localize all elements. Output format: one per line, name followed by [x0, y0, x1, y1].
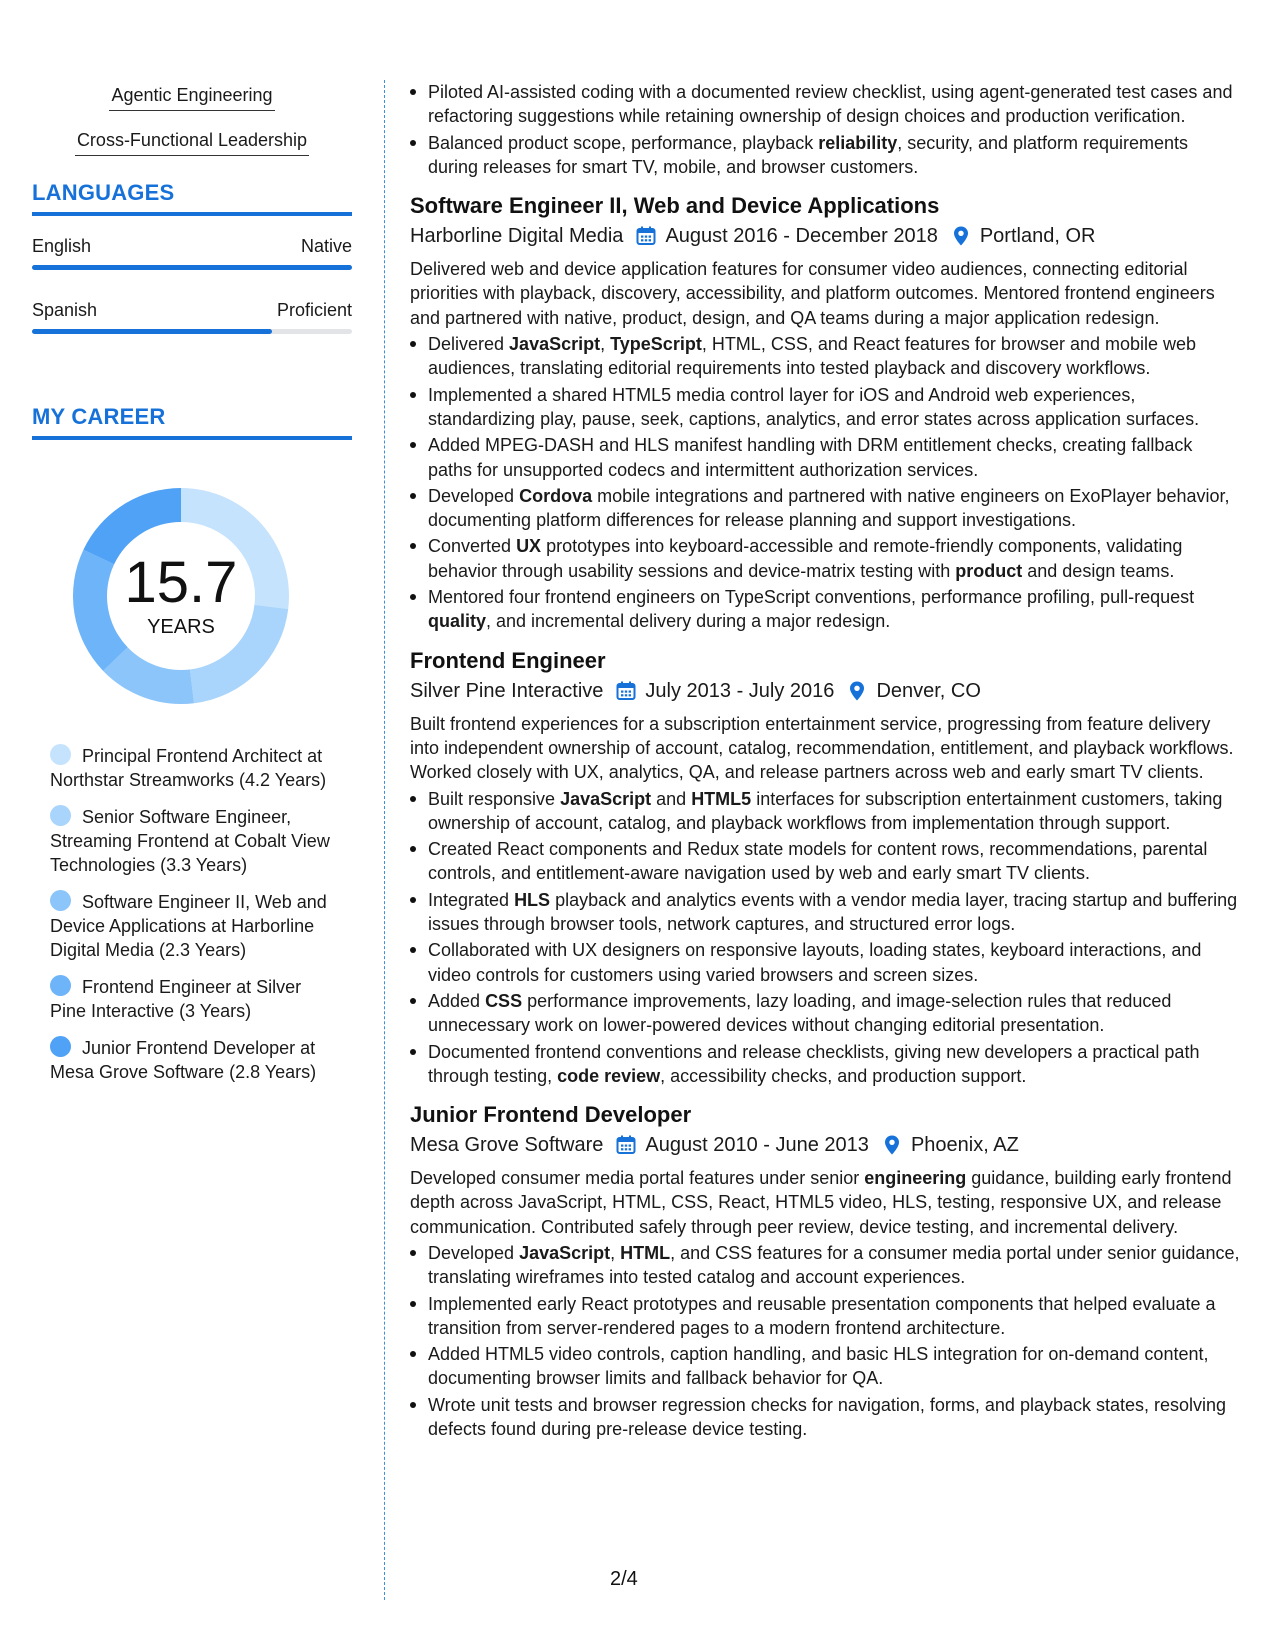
job-entry — [410, 1100, 1240, 1441]
job-title: Junior Frontend Developer — [410, 1102, 692, 1128]
legend-dot-icon — [50, 744, 71, 765]
sidebar — [32, 82, 352, 1097]
career-heading: MY CAREER — [32, 404, 352, 440]
career-legend — [32, 744, 352, 1084]
bullet-item: Added HTML5 video controls, caption handling, and basic HLS integration for on-demand content, documenting browser limits and fallback behavior for QA. — [410, 1342, 1240, 1391]
job-meta — [410, 676, 1240, 706]
language-proficiency-fill — [32, 265, 352, 270]
career-donut-chart — [67, 482, 295, 710]
language-proficiency-bar — [32, 265, 352, 270]
job-location: Denver, CO — [876, 679, 981, 702]
legend-dot-icon — [50, 975, 71, 996]
location-pin-icon — [846, 680, 868, 702]
job-dates: July 2013 - July 2016 — [645, 679, 835, 702]
company-name: Silver Pine Interactive — [410, 679, 604, 702]
skill-tag: Cross-Functional Leadership — [32, 127, 352, 172]
language-proficiency-fill — [32, 329, 272, 334]
language-item — [32, 300, 352, 334]
calendar-icon — [615, 680, 637, 702]
language-item — [32, 236, 352, 270]
bullet-item: Wrote unit tests and browser regression checks for navigation, forms, and playback states, resolving defects found during pre-release device testing. — [410, 1393, 1240, 1442]
job-summary: Developed consumer media portal features under senior engineering guidance, building early frontend depth across JavaScript, HTML, CSS, React, HTML5 video, HLS, testing, responsive UX, and release communication. Contributed safely through peer review, device testing, and incremental delivery. — [410, 1168, 1232, 1237]
calendar-icon — [615, 1134, 637, 1156]
experience-section — [410, 80, 1240, 1443]
bullet-item: Implemented a shared HTML5 media control layer for iOS and Android web experiences, standardizing play, pause, seek, captions, analytics, and error states across application surfaces. — [410, 383, 1240, 432]
bullet-item: Converted UX prototypes into keyboard-accessible and remote-friendly components, validating behavior through usability sessions and device-matrix testing with product and design teams. — [410, 534, 1240, 583]
legend-dot-icon — [50, 1036, 71, 1057]
language-level: Native — [300, 236, 352, 256]
language-name: English — [32, 236, 92, 256]
bullet-item: Developed Cordova mobile integrations and partnered with native engineers on ExoPlayer behavior, documenting platform differences for release planning and support investigations. — [410, 484, 1240, 533]
job-summary: Delivered web and device application features for consumer video audiences, connecting editorial priorities with playback, discovery, accessibility, and platform outcomes. Mentored frontend engineers and partnered with native, product, design, and QA teams during a major application redesign. — [410, 259, 1215, 328]
career-legend-label: Frontend Engineer at Silver Pine Interactive (3 Years) — [50, 977, 302, 1021]
language-level: Proficient — [276, 300, 352, 320]
job-location: Phoenix, AZ — [910, 1134, 1019, 1157]
job-bullets — [410, 332, 1240, 634]
language-proficiency-bar — [32, 329, 352, 334]
job-dates: August 2010 - June 2013 — [645, 1134, 869, 1157]
location-pin-icon — [950, 225, 972, 247]
career-legend-item — [50, 975, 332, 1023]
job-meta — [410, 1130, 1240, 1160]
job-entry — [410, 646, 1240, 1088]
career-legend-item — [50, 744, 332, 792]
bullet-item: Documented frontend conventions and release checklists, giving new developers a practical path through testing, code review, accessibility checks, and production support. — [410, 1040, 1240, 1089]
job-bullets — [410, 787, 1240, 1089]
languages-heading: LANGUAGES — [32, 180, 352, 216]
career-legend-label: Principal Frontend Architect at Northstar Streamworks (4.2 Years) — [50, 746, 327, 790]
bullet-item: Delivered JavaScript, TypeScript, HTML, CSS, and React features for browser and mobile web audiences, translating editorial requirements into tested playback and discovery workflows. — [410, 332, 1240, 381]
previous-job-bullets — [410, 80, 1240, 179]
career-total-years: 15.7 — [124, 549, 238, 615]
bullet-item: Created React components and Redux state models for content rows, recommendations, parental controls, and entitlement-aware navigation used by web and early smart TV clients. — [410, 837, 1240, 886]
career-legend-item — [50, 890, 332, 962]
bullet-item: Integrated HLS playback and analytics events with a vendor media layer, tracing startup and buffering issues through browser tools, network captures, and structured error logs. — [410, 888, 1240, 937]
job-meta — [410, 221, 1240, 251]
legend-dot-icon — [50, 890, 71, 911]
language-name: Spanish — [32, 300, 98, 320]
bullet-item: Developed JavaScript, HTML, and CSS features for a consumer media portal under senior guidance, translating wireframes into tested catalog and account experiences. — [410, 1241, 1240, 1290]
job-list — [410, 191, 1240, 1441]
job-bullets — [410, 1241, 1240, 1441]
bullet-item: Implemented early React prototypes and reusable presentation components that helped evaluate a transition from server-rendered pages to a modern frontend architecture. — [410, 1292, 1240, 1341]
job-location: Portland, OR — [979, 225, 1096, 248]
job-title: Frontend Engineer — [410, 647, 606, 673]
career-legend-label: Junior Frontend Developer at Mesa Grove Software (2.8 Years) — [50, 1038, 317, 1082]
bullet-item: Built responsive JavaScript and HTML5 interfaces for subscription entertainment customers, taking ownership of account, catalog, and playback workflows from implementation through support. — [410, 787, 1240, 836]
career-total-unit: YEARS — [147, 615, 215, 638]
job-summary: Built frontend experiences for a subscription entertainment service, progressing from feature delivery into independent ownership of account, catalog, recommendation, entitlement, and playback workflows. Worked closely with UX, analytics, QA, and release partners across web and early smart TV clients. — [410, 713, 1234, 783]
career-legend-label: Software Engineer II, Web and Device Applications at Harborline Digital Media (2.3 Years) — [50, 892, 327, 960]
company-name: Mesa Grove Software — [410, 1134, 604, 1157]
career-legend-item — [50, 1036, 332, 1084]
career-legend-item — [50, 805, 332, 877]
legend-dot-icon — [50, 805, 71, 826]
bullet-item: Collaborated with UX designers on responsive layouts, loading states, keyboard interactions, and video controls for customers using varied browsers and screen sizes. — [410, 938, 1240, 987]
bullet-item: Piloted AI-assisted coding with a documented review checklist, using agent-generated test cases and refactoring suggestions while retaining ownership of design choices and production verification. — [410, 80, 1240, 129]
bullet-item: Mentored four frontend engineers on TypeScript conventions, performance profiling, pull-request quality, and incremental delivery during a major redesign. — [410, 585, 1240, 634]
location-pin-icon — [881, 1134, 903, 1156]
column-divider — [384, 80, 385, 1600]
bullet-item: Added MPEG-DASH and HLS manifest handling with DRM entitlement checks, creating fallback paths for unsupported codecs and intermittent authorization services. — [410, 433, 1240, 482]
skill-tag: Agentic Engineering — [32, 82, 352, 127]
company-name: Harborline Digital Media — [410, 225, 624, 248]
calendar-icon — [635, 225, 657, 247]
job-entry — [410, 191, 1240, 633]
page-number: 2/4 — [610, 1568, 638, 1590]
job-title: Software Engineer II, Web and Device Applications — [410, 193, 940, 219]
job-dates: August 2016 - December 2018 — [665, 225, 938, 248]
career-legend-label: Senior Software Engineer, Streaming Frontend at Cobalt View Technologies (3.3 Years) — [50, 807, 330, 875]
bullet-item: Added CSS performance improvements, lazy loading, and image-selection rules that reduced unnecessary work on lower-powered devices without changing editorial presentation. — [410, 989, 1240, 1038]
bullet-item: Balanced product scope, performance, playback reliability, security, and platform requirements during releases for smart TV, mobile, and browser customers. — [410, 131, 1240, 180]
